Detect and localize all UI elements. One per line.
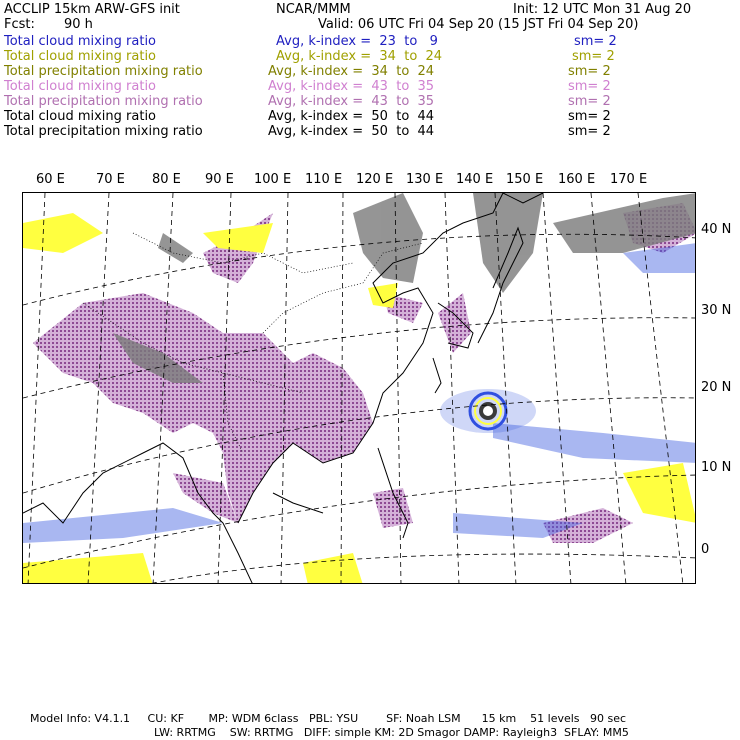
latitude-label: 40 N [701, 222, 732, 237]
typhoon-marker [440, 389, 536, 433]
legend-row-name: Total precipitation mixing ratio [4, 94, 203, 109]
legend-row-name: Total cloud mixing ratio [4, 109, 157, 124]
legend-row-smoothing: sm= 2 [568, 109, 611, 124]
legend-row-smoothing: sm= 2 [568, 64, 611, 79]
legend-row-smoothing: sm= 2 [568, 94, 611, 109]
legend-row-name: Total cloud mixing ratio [4, 79, 157, 94]
longitude-label: 100 E [254, 172, 292, 187]
latitude-label: 30 N [701, 303, 732, 318]
map-graphic [23, 193, 696, 584]
legend-row-range: Avg, k-index = 50 to 44 [268, 109, 435, 124]
longitude-label: 160 E [558, 172, 596, 187]
forecast-hour: 90 h [64, 17, 93, 32]
longitude-label: 110 E [305, 172, 343, 187]
map-panel [22, 192, 696, 584]
legend-row-smoothing: sm= 2 [568, 124, 611, 139]
legend-row-name: Total precipitation mixing ratio [4, 64, 203, 79]
legend-row-range: Avg, k-index = 34 to 24 [268, 64, 435, 79]
legend-row-range: Avg, k-index = 43 to 35 [268, 94, 435, 109]
longitude-label: 170 E [610, 172, 648, 187]
legend-row-name: Total cloud mixing ratio [4, 49, 157, 64]
model-title: ACCLIP 15km ARW-GFS init [4, 2, 180, 17]
forecast-label: Fcst: [4, 17, 35, 32]
longitude-label: 60 E [36, 172, 65, 187]
legend-row-range: Avg, k-index = 50 to 44 [268, 124, 435, 139]
init-time: Init: 12 UTC Mon 31 Aug 20 [513, 2, 692, 17]
legend-row-range: Avg, k-index = 23 to 9 [276, 34, 438, 49]
longitude-label: 70 E [96, 172, 125, 187]
latitude-label: 0 [701, 542, 710, 557]
longitude-label: 90 E [205, 172, 234, 187]
physics-info-line: LW: RRTMG SW: RRTMG DIFF: simple KM: 2D Smagor DAMP: Rayleigh3 SFLAY: MM5 [154, 726, 629, 739]
longitude-label: 80 E [152, 172, 181, 187]
latitude-label: 10 N [701, 460, 732, 475]
legend-row-smoothing: sm= 2 [574, 34, 617, 49]
valid-time: Valid: 06 UTC Fri 04 Sep 20 (15 JST Fri 04 Sep 20) [318, 17, 639, 32]
legend-row-smoothing: sm= 2 [572, 49, 615, 64]
legend-row-range: Avg, k-index = 43 to 35 [268, 79, 435, 94]
legend-row-name: Total cloud mixing ratio [4, 34, 157, 49]
organization-label: NCAR/MMM [276, 2, 351, 17]
longitude-label: 120 E [356, 172, 394, 187]
longitude-label: 150 E [506, 172, 544, 187]
legend-row-smoothing: sm= 2 [568, 79, 611, 94]
legend-row-name: Total precipitation mixing ratio [4, 124, 203, 139]
legend-row-range: Avg, k-index = 34 to 24 [276, 49, 443, 64]
longitude-label: 140 E [456, 172, 494, 187]
latitude-label: 20 N [701, 380, 732, 395]
model-info-line: Model Info: V4.1.1 CU: KF MP: WDM 6class PBL: YSU SF: Noah LSM 15 km 51 levels 90 sec [30, 712, 627, 725]
longitude-label: 130 E [406, 172, 444, 187]
